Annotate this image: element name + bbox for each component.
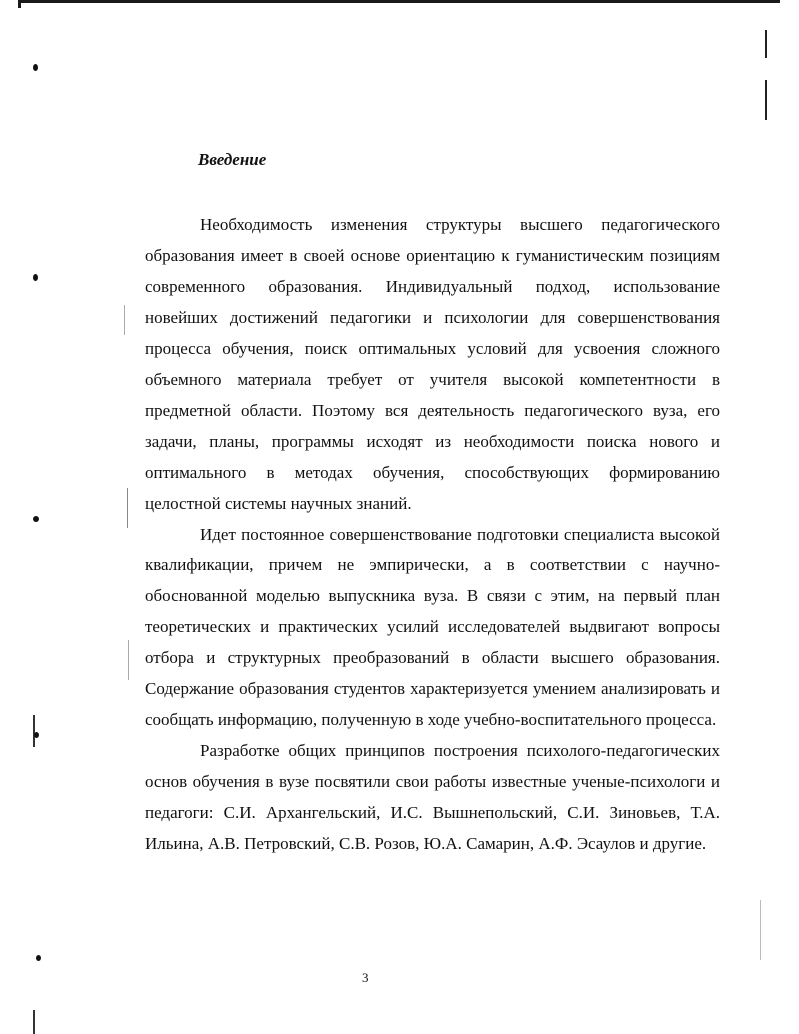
scan-speck	[128, 640, 129, 680]
scan-left-edge-mark	[33, 715, 35, 747]
scan-hole-mark	[36, 955, 41, 961]
paragraph: Разработке общих принципов построения психолого-педагогических основ обучения в вузе посвятили свои работы известные ученые-психологи и педагоги: С.И. Архангельский, И.С. Вышнепольский, С.И. Зиновьев, Т.А. Ильина, А.В. Петровский, С.В. Розов, Ю.А. Самарин, А.Ф. Эсаулов и другие.	[145, 741, 720, 854]
section-heading: Введение	[198, 150, 267, 169]
scan-top-border	[18, 0, 780, 3]
scan-top-corner	[18, 0, 21, 8]
scan-hole-mark	[33, 64, 38, 71]
body-text	[145, 210, 720, 860]
scan-right-edge-mark	[765, 80, 767, 120]
scan-speck	[127, 488, 128, 528]
scan-hole-mark	[33, 274, 38, 281]
scan-speck	[760, 900, 761, 960]
scan-speck	[124, 305, 125, 335]
paragraph: Идет постоянное совершенствование подготовки специалиста высокой квалификации, причем не эмпирически, а в соответствии с научно-обоснованной моделью выпускника вуза. В связи с этим, на первый план теоретических и практических усилий исследователей выдвигают вопросы отбора и структурных преобразований в области высшего образования. Содержание образования студентов характеризуется умением анализировать и сообщать информацию, полученную в ходе учебно-воспитательного процесса.	[145, 524, 720, 730]
paragraph: Необходимость изменения структуры высшего педагогического образования имеет в своей основе ориентацию к гуманистическим позициям современного образования. Индивидуальный подход, использование новейших достижений педагогики и психологии для совершенствования процесса обучения, поиск оптимальных условий для усвоения сложного объемного материала требует от учителя высокой компетентности в предметной области. Поэтому вся деятельность педагогического вуза, его задачи, планы, программы исходят из необходимости поиска нового и оптимального в методах обучения, способствующих формированию целостной системы научных знаний.	[145, 215, 720, 513]
scan-hole-mark	[34, 732, 39, 738]
scan-hole-mark	[33, 516, 39, 522]
scan-left-edge-mark	[33, 1010, 35, 1034]
page-number: 3	[362, 970, 369, 985]
scan-right-edge-mark	[765, 30, 767, 58]
